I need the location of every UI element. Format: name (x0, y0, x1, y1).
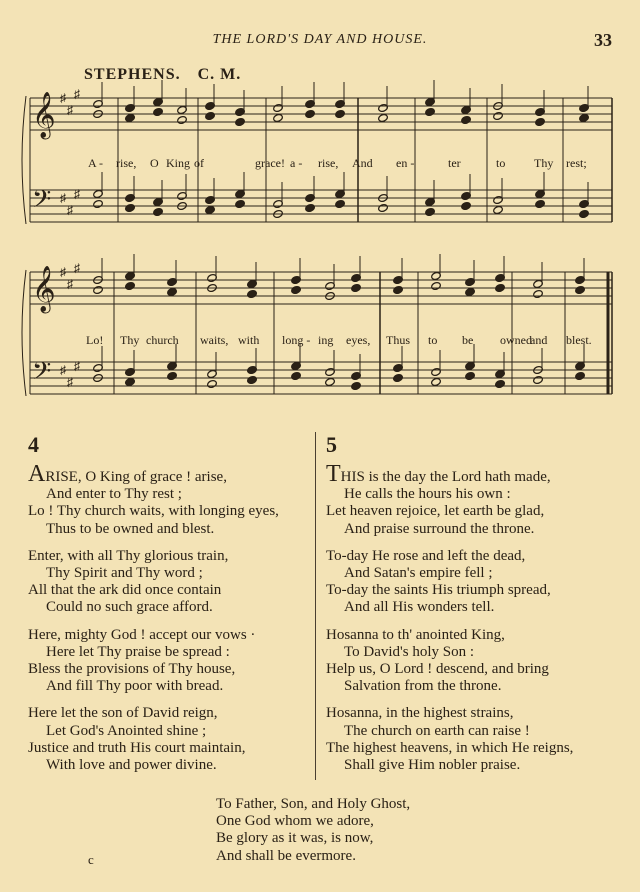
verse-line: Bless the provisions of Thy house, (28, 661, 236, 678)
lyric-syllable: Thus (386, 333, 410, 347)
note (575, 285, 586, 294)
lyric-syllable: blest. (566, 333, 592, 347)
note (153, 207, 164, 216)
signature-mark: c (88, 852, 94, 867)
note (335, 109, 346, 118)
verse-line: ARISE, O King of grace ! arise, (28, 461, 227, 487)
lyric-syllable: be (462, 333, 474, 347)
verse-line: And praise surround the throne. (344, 520, 535, 537)
note (351, 283, 362, 292)
verse-line: Here let the son of David reign, (28, 705, 218, 722)
sharp-sign: ♯ (60, 91, 66, 105)
sharp-sign: ♯ (60, 265, 66, 279)
lyric-syllable: and (530, 333, 548, 347)
verse-line: Hosanna to th' anointed King, (326, 626, 505, 643)
note (153, 107, 164, 116)
lyric-syllable: en - (396, 156, 415, 170)
verse-line: With love and power divine. (46, 757, 217, 774)
note (575, 371, 586, 380)
verse-line: Let heaven rejoice, let earth be glad, (326, 503, 545, 520)
lyric-syllable: And (352, 156, 373, 170)
verse-line: Enter, with all Thy glorious train, (28, 547, 229, 564)
verse-line: To-day He rose and left the dead, (326, 547, 526, 564)
sharp-sign: ♯ (67, 375, 73, 389)
note (125, 281, 136, 290)
note (431, 377, 442, 386)
lyric-syllable: a - (290, 156, 303, 170)
sharp-sign: ♯ (67, 103, 73, 117)
note (207, 379, 218, 388)
verse-line: The highest heavens, in which He reigns, (326, 739, 574, 756)
running-title: THE LORD'S DAY AND HOUSE. (212, 32, 428, 47)
note (247, 375, 258, 384)
note (495, 283, 506, 292)
note (378, 113, 389, 122)
note (535, 117, 546, 126)
note (351, 381, 362, 390)
stanza-4-text (28, 462, 279, 774)
lyric-syllable: Lo! (86, 333, 104, 347)
note (205, 111, 216, 120)
lyric-syllable: with (238, 333, 260, 347)
note (93, 199, 104, 208)
sharp-sign: ♯ (67, 203, 73, 217)
verse-line: Lo ! Thy church waits, with longing eyes, (28, 503, 279, 520)
note (305, 109, 316, 118)
note (495, 379, 506, 388)
sharp-sign: ♯ (60, 191, 66, 205)
lyric-syllable: to (428, 333, 438, 347)
verse-line: And Satan's empire fell ; (344, 565, 493, 582)
lyric-syllable: waits, (200, 333, 229, 347)
note (378, 203, 389, 212)
tune-meter: C. M. (197, 66, 242, 83)
system1-lyrics (0, 156, 640, 174)
lyric-syllable: ing (318, 333, 334, 347)
verse-line: To-day the saints His triumph spread, (326, 582, 551, 599)
treble-clef: 𝄞 (32, 92, 56, 138)
sharp-sign: ♯ (74, 359, 80, 373)
doxology-line: To Father, Son, and Holy Ghost, (216, 796, 411, 812)
note (205, 205, 216, 214)
verse-line: And enter to Thy rest ; (46, 486, 182, 503)
doxology (216, 796, 410, 865)
note (291, 285, 302, 294)
verse-line: Thus to be owned and blest. (46, 520, 215, 537)
lyric-syllable: Thy (534, 156, 554, 170)
doxology-line: One God whom we adore, (216, 813, 374, 830)
note (465, 287, 476, 296)
note (273, 113, 284, 122)
stanza-5-number: 5 (326, 432, 337, 457)
note (461, 201, 472, 210)
note (125, 113, 136, 122)
note (425, 107, 436, 116)
verse-line: THIS is the day the Lord hath made, (326, 461, 551, 487)
lyric-syllable: rise, (116, 156, 137, 170)
note (167, 287, 178, 296)
note (167, 371, 178, 380)
bass-clef: 𝄢 (32, 357, 52, 392)
note (247, 289, 258, 298)
verse-line: Could no such grace afford. (46, 599, 213, 616)
verse-line: Let God's Anointed shine ; (46, 722, 207, 739)
sharp-sign: ♯ (60, 363, 66, 377)
note (579, 113, 590, 122)
lyric-syllable: O (150, 156, 159, 170)
lyric-syllable: Thy (120, 333, 140, 347)
treble-clef: 𝄞 (32, 266, 56, 312)
lyric-syllable: owned (500, 333, 532, 347)
note (533, 289, 544, 298)
note (461, 115, 472, 124)
note (393, 373, 404, 382)
column-divider (315, 432, 316, 780)
lyric-syllable: A - (88, 156, 103, 170)
lyric-syllable: long - (282, 333, 311, 347)
note (535, 199, 546, 208)
verse-line: To David's holy Son : (344, 643, 474, 660)
music-score (0, 0, 640, 430)
verse-line: Help us, O Lord ! descend, and bring (326, 661, 549, 678)
note (335, 199, 346, 208)
note (579, 209, 590, 218)
lyric-syllable: grace! (255, 156, 285, 170)
page-number: 33 (594, 30, 612, 50)
lyric-syllable: King (166, 156, 190, 170)
note (465, 371, 476, 380)
note (493, 111, 504, 120)
note (125, 203, 136, 212)
note (235, 117, 246, 126)
note (93, 285, 104, 294)
stanza-5-text (326, 462, 573, 774)
verse-line: He calls the hours his own : (344, 486, 511, 503)
bass-clef: 𝄢 (32, 185, 52, 220)
drop-cap: T (326, 461, 341, 487)
stanza-4-number: 4 (28, 432, 39, 457)
verse-line: Hosanna, in the highest strains, (326, 705, 514, 722)
note (533, 375, 544, 384)
sharp-sign: ♯ (74, 187, 80, 201)
lyric-syllable: eyes, (346, 333, 371, 347)
lyric-syllable: church (146, 333, 179, 347)
verse-line: All that the ark did once contain (28, 582, 222, 599)
verse-line: The church on earth can raise ! (344, 722, 530, 739)
verse-line: And all His wonders tell. (344, 599, 495, 616)
verse-line: Thy Spirit and Thy word ; (46, 565, 203, 582)
lyric-syllable: to (496, 156, 506, 170)
note (431, 281, 442, 290)
note (325, 377, 336, 386)
lyric-syllable: ter (448, 156, 461, 170)
sharp-sign: ♯ (74, 87, 80, 101)
verse-line: Justice and truth His court maintain, (28, 739, 246, 756)
verse-line: Shall give Him nobler praise. (344, 757, 521, 774)
system2-lyrics (0, 333, 640, 351)
note (291, 371, 302, 380)
lyric-syllable: of (194, 156, 204, 170)
note (493, 205, 504, 214)
note (425, 207, 436, 216)
verse-line: Salvation from the throne. (344, 678, 502, 695)
note (235, 199, 246, 208)
verse-line: Here let Thy praise be spread : (46, 643, 230, 660)
lyric-syllable: rise, (318, 156, 339, 170)
note (125, 377, 136, 386)
lyric-syllable: rest; (566, 156, 587, 170)
note (393, 285, 404, 294)
sharp-sign: ♯ (67, 277, 73, 291)
verse-line: And fill Thy poor with bread. (46, 678, 224, 695)
doxology-line: And shall be evermore. (216, 847, 356, 864)
note (177, 115, 188, 124)
note (305, 203, 316, 212)
sharp-sign: ♯ (74, 261, 80, 275)
tune-name: STEPHENS. (84, 66, 181, 83)
drop-cap: A (28, 461, 46, 487)
doxology-line: Be glory as it was, is now, (216, 830, 374, 847)
verse-line: Here, mighty God ! accept our vows · (28, 626, 256, 643)
